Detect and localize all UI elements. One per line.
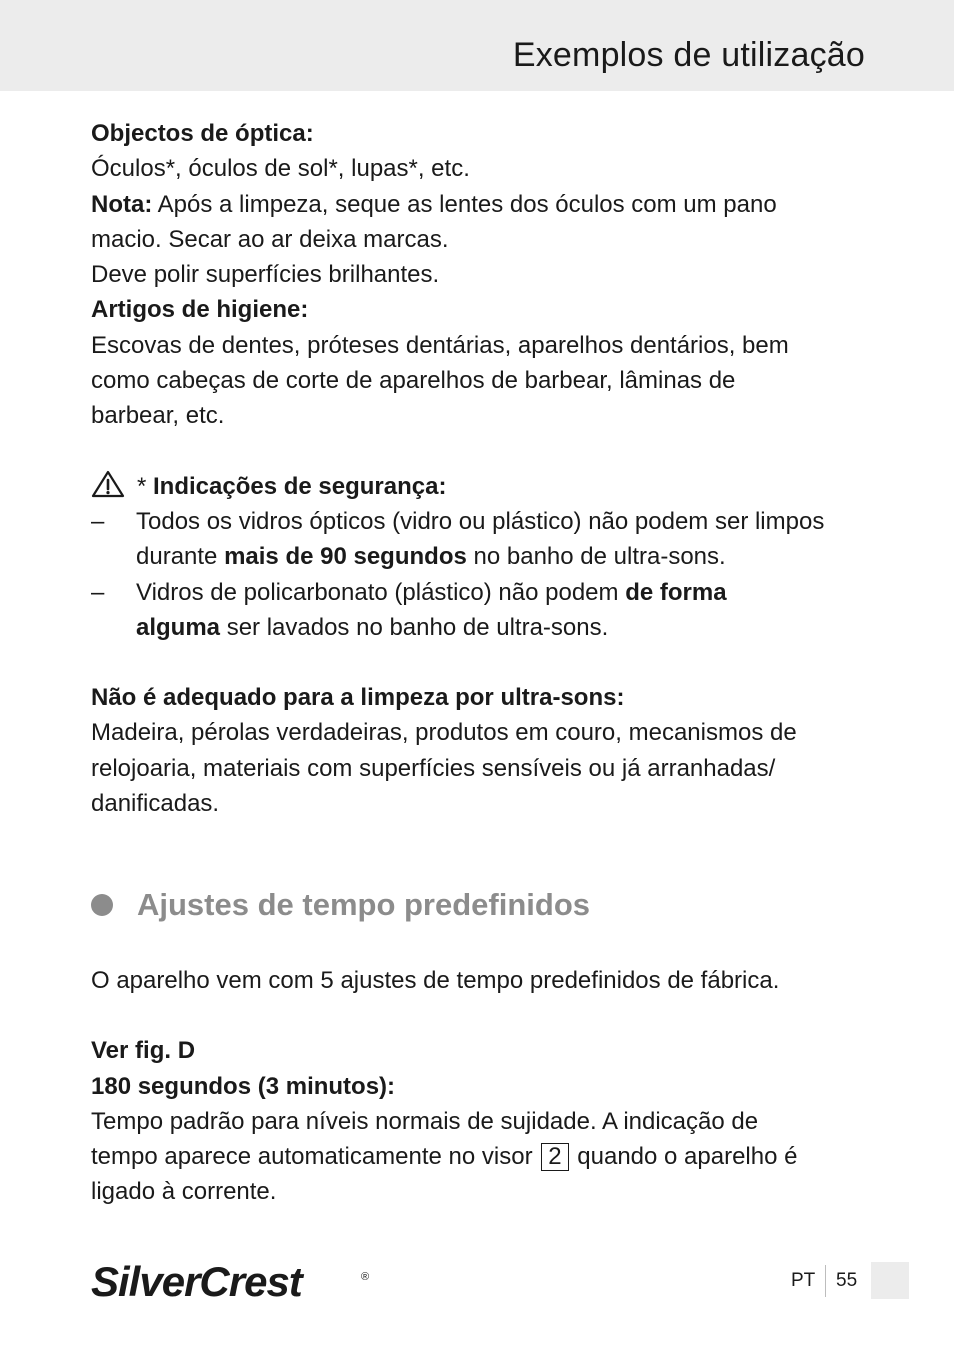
silvercrest-logo [91,1258,381,1304]
bullet-2-pre: Vidros de policarbonato (plástico) não podem [136,578,626,606]
display-reference-box: 2 [541,1143,568,1171]
hygiene-line3: barbear, etc. [91,402,225,430]
section-bullet-icon [91,894,113,916]
fig-reference: Ver fig. D [91,1037,196,1065]
bullet-2-bold1: de forma [625,578,727,606]
bullet-1-pre: durante [136,543,225,571]
safety-bullet-2 [91,575,861,646]
bullet-1-line1: Todos os vidros ópticos (vidro ou plástico) não podem ser limpos [136,507,825,535]
bullet-1-bold: mais de 90 segundos [224,543,467,571]
bullet-2-bold2: alguma [136,613,221,641]
registered-mark: ® [361,1271,370,1283]
presets-intro: O aparelho vem com 5 ajustes de tempo predefinidos de fábrica. [91,967,780,994]
note-text: Após a limpeza, seque as lentes dos óculos com um pano [152,190,777,218]
preset-line2 [91,1139,861,1174]
safety-heading-row [91,469,861,504]
note-label: Nota: [91,190,153,218]
preset-line3: ligado à corrente. [91,1178,277,1206]
bullet-2-line2 [136,610,861,645]
page-title: Exemplos de utilização [512,36,865,74]
preset-line1: Tempo padrão para níveis normais de sujidade. A indicação de [91,1107,759,1135]
presets-content [91,963,861,1210]
safety-bullet-1 [91,504,861,575]
bullet-dash: – [91,507,105,535]
unsuitable-heading: Não é adequado para a limpeza por ultra-sons: [91,684,625,712]
footer-language: PT [791,1270,816,1291]
optics-items: Óculos*, óculos de sol*, lupas*, etc. [91,155,470,183]
warning-triangle-icon [91,470,125,498]
optics-note-line2: macio. Secar ao ar deixa marcas. [91,225,449,253]
safety-asterisk: * [137,472,154,500]
footer-divider [825,1265,826,1297]
optics-note [91,187,861,222]
optics-heading: Objectos de óptica: [91,120,314,147]
hygiene-line2: como cabeças de corte de aparelhos de barbear, lâminas de [91,367,736,395]
section-title-text: Ajustes de tempo predefinidos [137,887,591,922]
bullet-1-post: no banho de ultra-sons. [466,543,726,571]
page-number: 55 [836,1270,858,1291]
preset-heading: 180 segundos (3 minutos): [91,1072,396,1100]
preset-line2-post: quando o aparelho é [570,1143,798,1171]
unsuitable-line1: Madeira, pérolas verdadeiras, produtos em couro, mecanismos de [91,719,797,747]
bullet-2-line1 [136,575,861,610]
section-heading [91,887,590,923]
hygiene-heading: Artigos de higiene: [91,296,309,324]
footer-tab [871,1262,909,1299]
bullet-dash: – [91,578,105,606]
safety-heading: Indicações de segurança: [153,472,447,500]
bullet-1-line2 [136,539,861,574]
hygiene-line1: Escovas de dentes, próteses dentárias, aparelhos dentários, bem [91,331,789,359]
bullet-2-post: ser lavados no banho de ultra-sons. [220,613,609,641]
unsuitable-line3: danificadas. [91,790,220,818]
brand-wordmark: SilverCrest [91,1258,302,1304]
preset-line2-pre: tempo aparece automaticamente no visor [91,1143,540,1171]
unsuitable-line2: relojoaria, materiais com superfícies sensíveis ou já arranhadas/ [91,754,776,782]
brand-logo [91,1258,381,1308]
optics-note-line3: Deve polir superfícies brilhantes. [91,261,440,289]
main-content [91,116,861,821]
